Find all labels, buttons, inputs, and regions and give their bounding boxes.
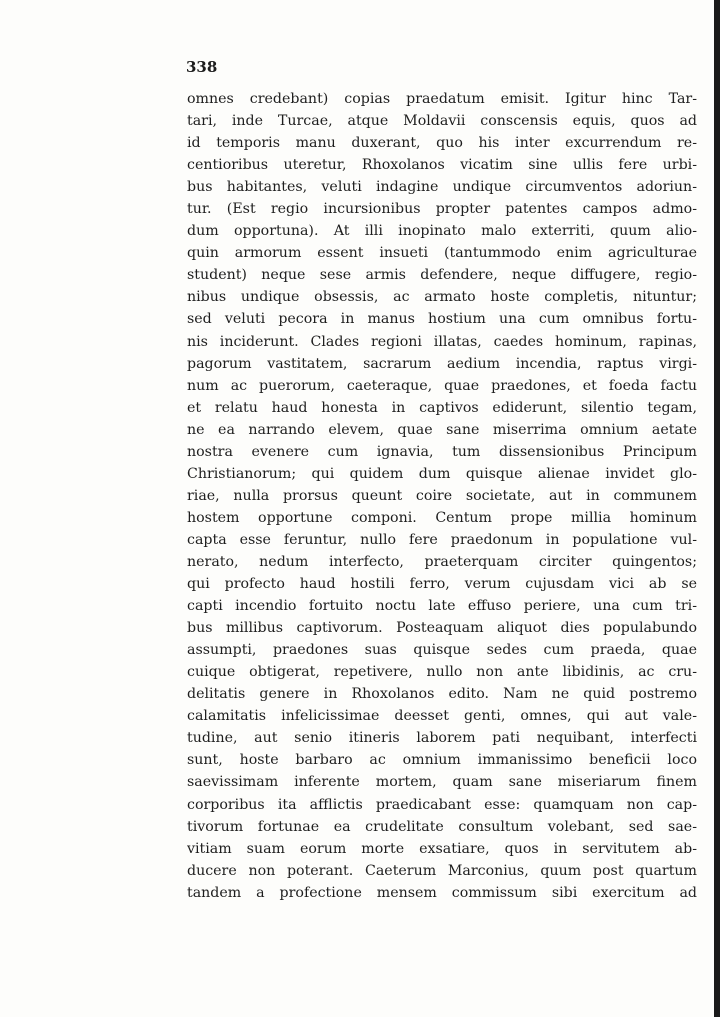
- page-number: 338: [186, 58, 218, 76]
- text-line: pagorum vastitatem, sacrarum aedium incendia, raptus virgi-: [187, 355, 697, 372]
- text-line: riae, nulla prorsus queunt coire societate, aut in communem: [187, 487, 697, 504]
- text-line: saevissimam inferente mortem, quam sane miseriarum finem: [187, 774, 697, 791]
- scan-edge-shadow: [714, 0, 720, 1017]
- text-line: bus millibus captivorum. Posteaquam aliquot dies populabundo: [187, 620, 697, 637]
- text-line: delitatis genere in Rhoxolanos edito. Nam ne quid postremo: [187, 686, 697, 703]
- text-line: dum opportuna). At illi inopinato malo exterriti, quum alio-: [187, 223, 697, 240]
- text-line: omnes credebant) copias praedatum emisit. Igitur hinc Tar-: [187, 91, 697, 107]
- text-line: sunt, hoste barbaro ac omnium immanissimo beneficii loco: [187, 752, 697, 769]
- text-line: cuique obtigerat, repetivere, nullo non ante libidinis, ac cru-: [187, 664, 697, 681]
- text-line: tur. (Est regio incursionibus propter patentes campos admo-: [187, 201, 697, 218]
- text-line: centioribus uteretur, Rhoxolanos vicatim sine ullis fere urbi-: [187, 157, 697, 174]
- text-line: nerato, nedum interfecto, praeterquam circiter quingentos;: [187, 553, 697, 570]
- text-line: bus habitantes, veluti indagine undique circumventos adoriun-: [187, 179, 697, 196]
- text-line: nis inciderunt. Clades regioni illatas, caedes hominum, rapinas,: [187, 333, 697, 350]
- body-text: [187, 88, 697, 904]
- text-line: et relatu haud honesta in captivos ediderunt, silentio tegam,: [187, 399, 697, 416]
- text-line: ducere non poterant. Caeterum Marconius, quum post quartum: [187, 862, 697, 879]
- text-line: Christianorum; qui quidem dum quisque alienae invidet glo-: [187, 465, 697, 482]
- text-line: tandem a profectione mensem commissum sibi exercitum ad: [187, 884, 697, 901]
- text-line: capta esse feruntur, nullo fere praedonum in populatione vul-: [187, 531, 697, 548]
- text-line: assumpti, praedones suas quisque sedes cum praeda, quae: [187, 642, 697, 659]
- text-line: student) neque sese armis defendere, neque diffugere, regio-: [187, 267, 697, 284]
- text-line: qui profecto haud hostili ferro, verum cujusdam vici ab se: [187, 576, 697, 593]
- text-line: tari, inde Turcae, atque Moldavii conscensis equis, quos ad: [187, 113, 697, 130]
- text-line: sed veluti pecora in manus hostium una cum omnibus fortu-: [187, 311, 697, 328]
- text-line: calamitatis infelicissimae deesset genti, omnes, qui aut vale-: [187, 708, 697, 725]
- text-line: nibus undique obsessis, ac armato hoste completis, nituntur;: [187, 289, 697, 306]
- text-line: tudine, aut senio itineris laborem pati nequibant, interfecti: [187, 730, 697, 747]
- text-line: num ac puerorum, caeteraque, quae praedones, et foeda factu: [187, 377, 697, 394]
- text-line: nostra evenere cum ignavia, tum dissensionibus Principum: [187, 443, 697, 460]
- text-line: quin armorum essent insueti (tantummodo enim agriculturae: [187, 245, 697, 262]
- text-line: hostem opportune componi. Centum prope millia hominum: [187, 509, 697, 526]
- text-line: capti incendio fortuito noctu late effuso periere, una cum tri-: [187, 598, 697, 615]
- text-line: id temporis manu duxerant, quo his inter excurrendum re-: [187, 135, 697, 152]
- text-line: corporibus ita afflictis praedicabant esse: quamquam non cap-: [187, 796, 697, 813]
- text-line: tivorum fortunae ea crudelitate consultum volebant, sed sae-: [187, 818, 697, 835]
- text-line: ne ea narrando elevem, quae sane miserrima omnium aetate: [187, 421, 697, 438]
- text-line: vitiam suam eorum morte exsatiare, quos in servitutem ab-: [187, 840, 697, 857]
